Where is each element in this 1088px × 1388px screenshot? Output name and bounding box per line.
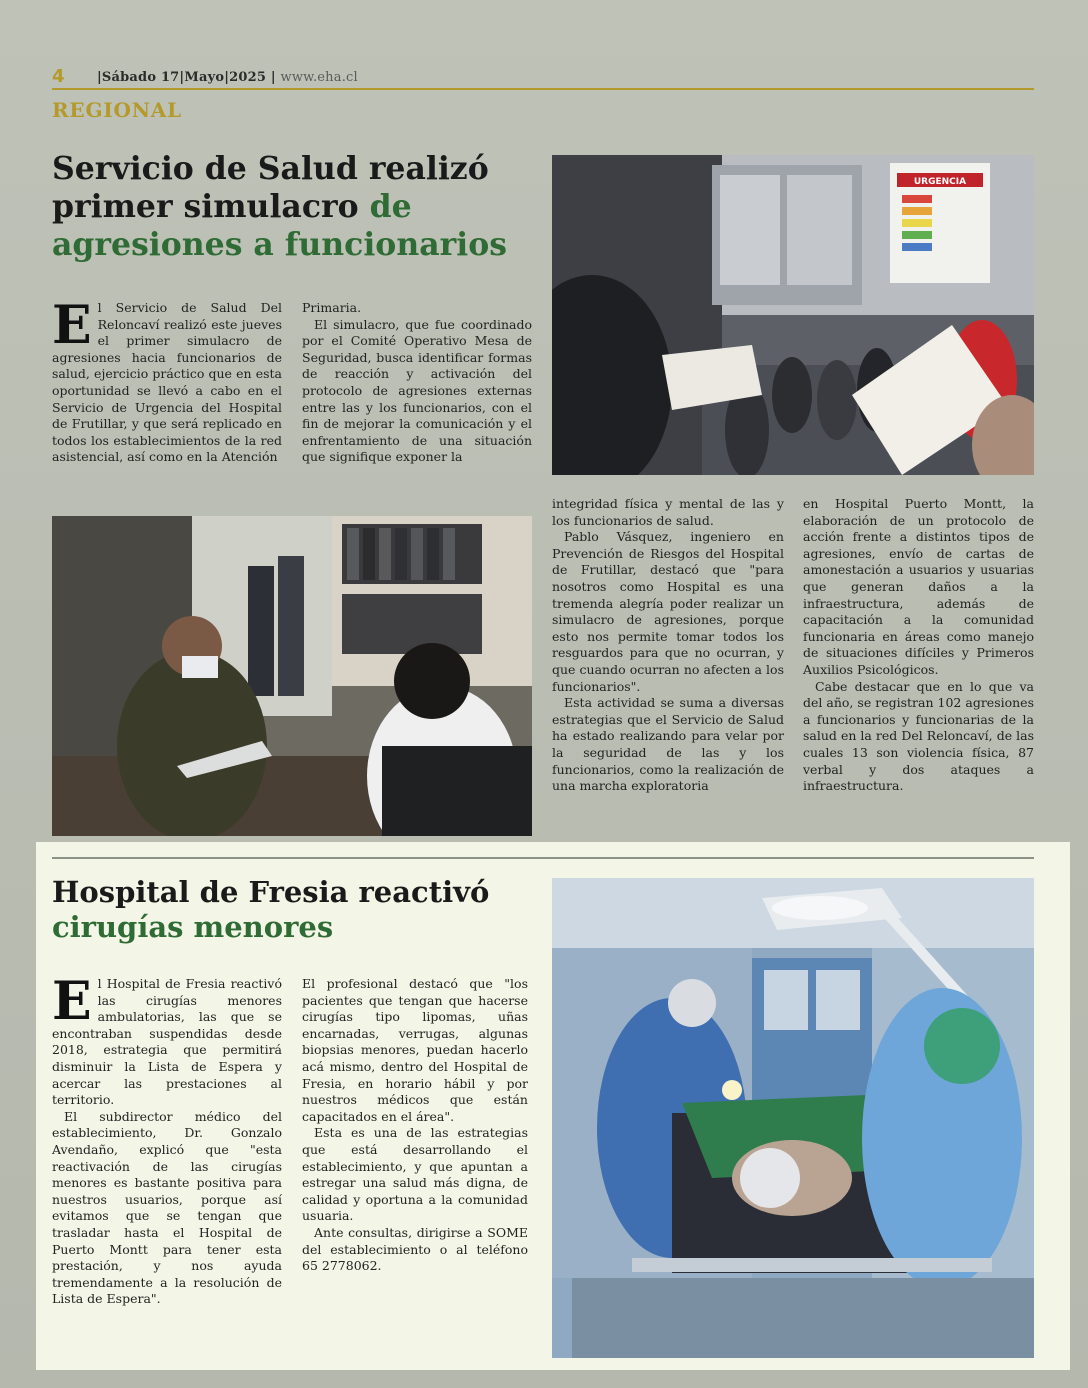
section-label: REGIONAL <box>52 98 182 122</box>
article2-paragraph: El subdirector médico del establecimiento, Dr. Gonzalo Avendaño, explicó que "esta reactivación de las cirugías menores es bastante positiva para nuestros usuarios, porque así evitamos que se tengan que trasladar hasta el Hospital de Puerto Montt para tener esta prestación, y nos ayuda tremendamente a la resolución de Lista de Espera". <box>52 1108 282 1307</box>
issue-date <box>97 70 358 85</box>
article2-rule <box>52 857 1034 859</box>
article1-paragraph: en Hospital Puerto Montt, la elaboración de un protocolo de acción frente a distintos tipos de agresiones, envío de cartas de amonestación a usuarios y usuarias que generan daños a la infraestructura, además de capacitación a la comunidad funcionaria en áreas como manejo de situaciones difíciles y Primeros Auxilios Psicológicos. <box>803 496 1034 677</box>
page-header <box>52 68 1034 88</box>
article1-headline-accent: de agresiones a funcionarios <box>52 187 507 263</box>
article1-column-2 <box>302 300 532 466</box>
article1-paragraph: Primaria. <box>302 300 362 315</box>
issue-date-text: |Sábado 17|Mayo|2025 | <box>97 70 281 85</box>
article2-paragraph: Esta es una de las estrategias que está desarrollando el establecimiento, y que apuntan a estregar una salud más digna, de calidad y oportuna a la comunidad usuaria. <box>302 1125 528 1224</box>
website-url[interactable]: www.eha.cl <box>280 70 358 85</box>
dropcap: E <box>52 295 92 356</box>
minor-surgery-photo <box>552 878 1034 1358</box>
article1-column-3 <box>552 496 784 795</box>
article2-headline <box>52 875 542 945</box>
dropcap: E <box>52 971 92 1032</box>
waiting-room-drill-photo <box>552 155 1034 475</box>
header-rule <box>52 88 1034 90</box>
article2-text: l Hospital de Fresia reactivó las cirugías menores ambulatorias, las que se encontraban suspendidas desde 2018, estrategia que permitirá disminuir la Lista de Espera y acercar las prestaciones al territorio. <box>52 976 282 1108</box>
article2-column-2 <box>302 976 528 1275</box>
urgencia-sign: URGENCIA <box>913 177 967 187</box>
article1-paragraph: Cabe destacar que en lo que va del año, se registran 102 agresiones a funcionarios y funcionarias de la salud en la red Del Reloncaví, de las cuales 13 son violencia física, 87 verbal y dos ataques a infraestructura. <box>803 678 1034 794</box>
article1-paragraph: El simulacro, que fue coordinado por el Comité Operativo Mesa de Seguridad, busca identificar formas de reacción y activación del protocolo de agresiones externas entre las y los funcionarios, con el fin de mejorar la comunicación y el enfrentamiento de una situación que signifique exponer la <box>302 316 532 465</box>
article1-headline-plain: Servicio de Salud realizó primer simulacro <box>52 150 489 225</box>
article1-paragraph: Pablo Vásquez, ingeniero en Prevención de Riesgos del Hospital de Frutillar, destacó que "para nosotros como Hospital es una tremenda alegría poder realizar un simulacro de agresiones, porque esto nos permite tomar todos los resguardos para que no ocurran, y que cuando ocurran no afecten a los funcionarios". <box>552 529 784 694</box>
article1-column-1 <box>52 295 282 466</box>
article2-column-1 <box>52 971 282 1308</box>
article2-paragraph: Ante consultas, dirigirse a SOME del establecimiento o al teléfono 65 2778062. <box>302 1224 528 1274</box>
article1-text: l Servicio de Salud Del Reloncaví realizó este jueves el primer simulacro de agresiones hacia funcionarios de salud, ejercicio práctico que en esta oportunidad se llevó a cabo en el Servicio de Urgencia del Hospital de Frutillar, y que será replicado en todos los establecimientos de la red asistencial, así como en la Atención <box>52 300 282 465</box>
article2-paragraph <box>52 971 282 1109</box>
office-interview-photo <box>52 516 532 836</box>
article2-headline-plain: Hospital de Fresia reactivó <box>52 875 490 909</box>
article2-paragraph: El profesional destacó que "los pacientes que tengan que hacerse cirugías tipo lipomas, uñas encarnadas, verrugas, algunas biopsias menores, puedan hacerlo acá mismo, dentro del Hospital de Fresia, en horario hábil y por nuestros médicos que están capacitados en el área". <box>302 976 528 1124</box>
article1-paragraph <box>52 295 282 466</box>
article2-headline-accent: cirugías menores <box>52 909 334 944</box>
article1-headline <box>52 150 542 263</box>
article1-column-4 <box>803 496 1034 795</box>
article1-paragraph: Esta actividad se suma a diversas estrategias que el Servicio de Salud ha estado realizando para velar por la seguridad de las y los funcionarios, como la realización de una marcha exploratoria <box>552 695 784 794</box>
page-number: 4 <box>52 66 65 87</box>
article1-paragraph: integridad física y mental de las y los funcionarios de salud. <box>552 496 784 528</box>
